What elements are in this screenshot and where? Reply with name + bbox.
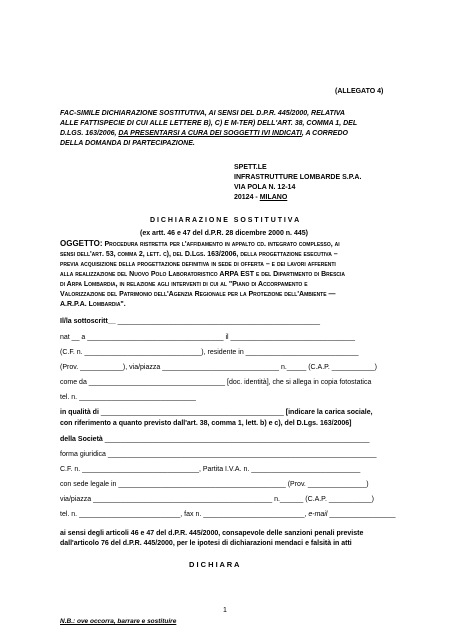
- heading-line-3c: , A CORREDO: [301, 130, 348, 137]
- email-field[interactable]: _________________: [327, 511, 396, 518]
- closing-line-1: ai sensi degli articoli 46 e 47 del d.P.R. 445/2000, consapevole delle sanzioni penali previste: [60, 530, 364, 537]
- qualita-row: [60, 409, 392, 417]
- societa-label: della Società: [60, 436, 103, 443]
- document-title: D I C H I A R A Z I O N E S O S T I T U T I V A: [150, 217, 300, 224]
- page-number: 1: [223, 607, 227, 614]
- prov-row[interactable]: (Prov. ___________), via/piazza ______________________________ n._____ (C.A.P. ___________): [60, 364, 377, 371]
- heading-line-2: ALLE FATTISPECIE DI CUI ALLE LETTERE B), C) E M-TER) DELL'ART. 38, COMMA 1, DEL: [60, 120, 358, 127]
- oggetto-line-2: sensi dell'art. 53, comma 2, lett. c), del D.Lgs. 163/2006, della progettazione esecutiva –: [60, 251, 338, 258]
- qualita-label: in qualità di: [60, 409, 99, 416]
- via2-row[interactable]: via/piazza ______________________________________________ n.______ (C.A.P. ___________): [60, 496, 374, 503]
- qualita-note: [indicare la carica sociale,: [285, 409, 373, 416]
- qualita-field[interactable]: _______________________________________________: [100, 409, 284, 416]
- address-line-4a: 20124 -: [234, 194, 260, 201]
- nat-row[interactable]: nat __ a ___________________________________ il ________________________________: [60, 334, 356, 341]
- closing-line-2: dall'articolo 76 del d.P.R. 445/2000, per le ipotesi di dichiarazioni mendaci e falsità in atti: [60, 540, 352, 547]
- heading-line-3a: D.LGS. 163/2006,: [60, 130, 117, 137]
- riferimento-note: con riferimento a quanto previsto dall'art. 38, comma 1, lett. b) e c), del D.Lgs. 163/2006]: [60, 420, 352, 427]
- tel2-row[interactable]: [60, 511, 396, 519]
- societa-row: [60, 436, 369, 444]
- address-line-4: [234, 194, 287, 202]
- oggetto-line-1: [60, 240, 340, 249]
- heading-line-3: [60, 130, 348, 138]
- address-line-4b: MILANO: [259, 194, 288, 201]
- heading-line-4: DELLA DOMANDA DI PARTECIPAZIONE.: [60, 140, 195, 147]
- giuridica-row[interactable]: forma giuridica _____________________________________________________________________: [60, 451, 377, 458]
- oggetto-line-6: Valorizzazione del Patrimonio dell'Agenzia Regionale per la Protezione dell'Ambiente —: [60, 291, 336, 298]
- heading-line-1: FAC-SIMILE DICHIARAZIONE SOSTITUTIVA, AI SENSI DEL D.P.R. 445/2000, RELATIVA: [60, 110, 345, 117]
- footnote: N.B.: ove occorra, barrare e sostituire: [60, 618, 177, 625]
- oggetto-line-4: alla realizzazione del Nuovo Polo Laboratoristico ARPA EST e del Dipartimento di Brescia: [60, 271, 346, 278]
- tel-row[interactable]: tel. n. ______________________________: [60, 394, 196, 401]
- oggetto-line-3: previa acquisizione della progettazione definitiva in sede di offerta – e dei lavori afferenti: [60, 261, 336, 268]
- oggetto-label: OGGETTO:: [60, 239, 103, 248]
- oggetto-line-7: A.R.P.A. Lombardia".: [60, 301, 126, 308]
- heading-line-3b: DA PRESENTARSI A CURA DEI SOGGETTI IVI INDICATI: [118, 130, 302, 137]
- dichiara-heading: D I C H I A R A: [189, 560, 240, 569]
- come-row[interactable]: come da ___________________________________ [doc. identità], che si allega in copia fotostatica: [60, 379, 372, 386]
- oggetto-line-5: di Arpa Lombardia, in relazione agli interventi di cui al "Piano di Accorpamento e: [60, 281, 308, 288]
- address-line-1: SPETT.LE: [234, 164, 267, 171]
- address-line-3: VIA POLA N. 12-14: [234, 184, 296, 191]
- allegato-label: (ALLEGATO 4): [335, 88, 384, 95]
- cf2-row[interactable]: C.F. n. ______________________________, Partita I.V.A. n. ____________________________: [60, 466, 361, 473]
- sottoscritt-row: [60, 318, 320, 326]
- sottoscritt-field[interactable]: ____________________________________________________: [117, 318, 321, 325]
- document-subtitle: (ex artt. 46 e 47 del d.P.R. 28 dicembre 2000 n. 445): [140, 230, 308, 237]
- sottoscritt-label: Il/la sottoscritt__: [60, 318, 116, 325]
- tel2-text: tel. n. __________________________, fax n. __________________________,: [60, 511, 309, 518]
- address-line-2: INFRASTRUTTURE LOMBARDE S.P.A.: [234, 174, 362, 181]
- oggetto-text-1: Procedura ristretta per l'affidamento in appalto cd. integrato complesso, ai: [104, 241, 340, 248]
- cf-row[interactable]: (C.F. n. ______________________________), residente in _____________________________: [60, 349, 359, 356]
- societa-field[interactable]: ____________________________________________________________________: [104, 436, 370, 443]
- email-label: e-mail: [308, 511, 328, 518]
- sede-row[interactable]: con sede legale in ___________________________________________ (Prov. _______________): [60, 481, 369, 488]
